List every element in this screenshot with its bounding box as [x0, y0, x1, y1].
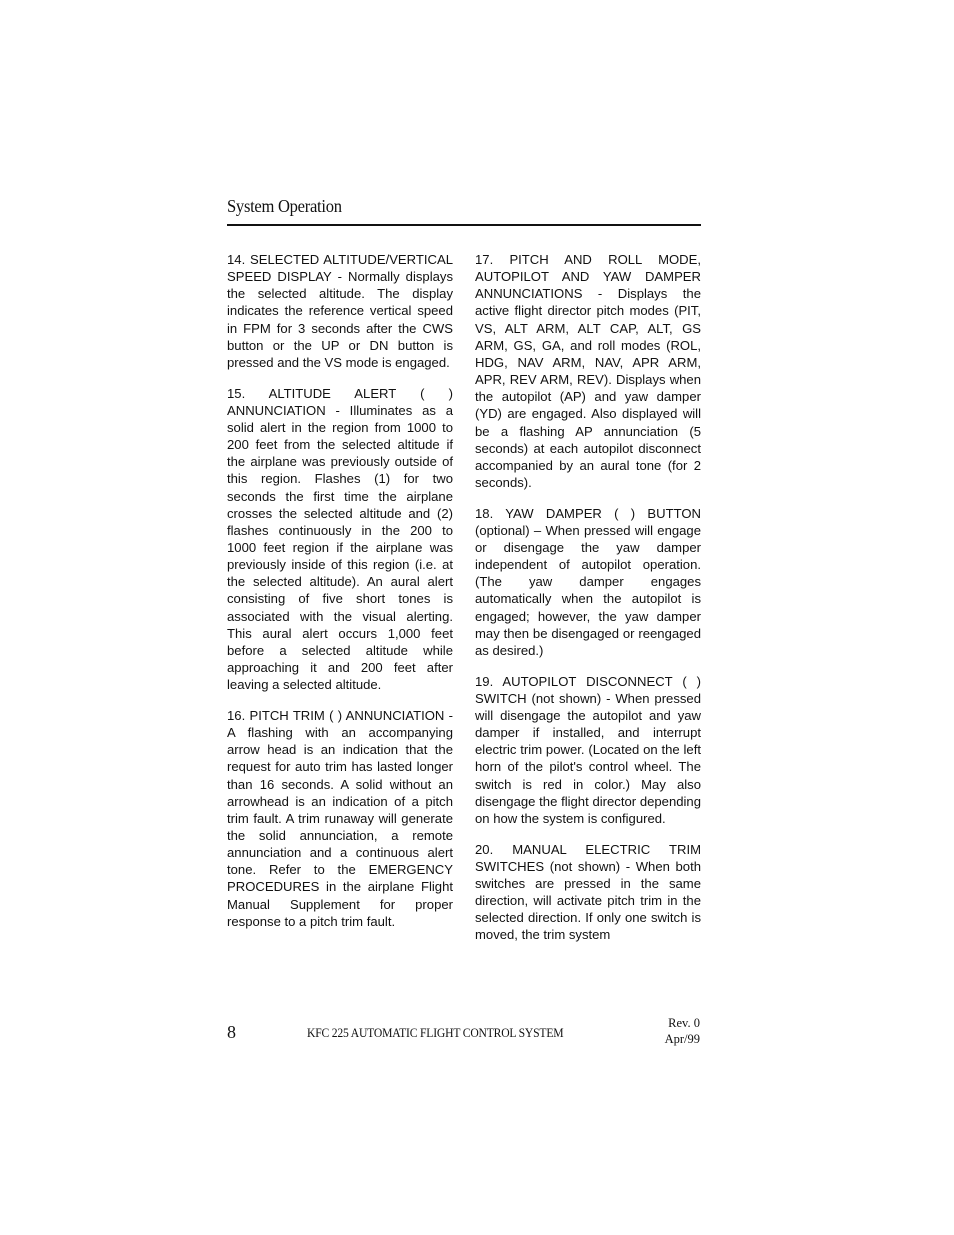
- right-column: [475, 251, 701, 957]
- header-divider: [227, 224, 701, 226]
- revision-label: Rev. 0: [668, 1016, 700, 1030]
- item-14-selected-altitude-display: 14. SELECTED ALTITUDE/VERTICAL SPEED DISPLAY - Normally displays the selected altitude. The display indicates the reference vertical speed in FPM for 3 seconds after the CWS button or the UP or DN button is pressed and the VS mode is engaged.: [227, 252, 453, 370]
- item-15-altitude-alert: 15. ALTITUDE ALERT ( ) ANNUNCIATION - Illuminates as a solid alert in the region from 1000 to 200 feet from the selected altitude if the airplane was previously outside of this region. Flashes (1) for two seconds the first time the airplane crosses the selected altitude and (2) flashes continuously in the 200 to 1000 feet region if the airplane was previously inside of this region (i.e. at the selected altitude). An aural alert consisting of five short tones is associated with the visual alerting. This aural alert occurs 1,000 feet before a selected altitude while approaching it and 200 feet after leaving a selected altitude.: [227, 385, 453, 693]
- page-number: 8: [227, 1022, 236, 1042]
- item-20-manual-electric-trim: 20. MANUAL ELECTRIC TRIM SWITCHES (not shown) - When both switches are pressed in the same direction, will activate pitch trim in the selected direction. If only one switch is moved, the trim system: [475, 841, 701, 943]
- document-title: KFC 225 AUTOMATIC FLIGHT CONTROL SYSTEM: [307, 1026, 564, 1040]
- item-19-autopilot-disconnect: 19. AUTOPILOT DISCONNECT ( ) SWITCH (not shown) - When pressed will disengage the autopilot and yaw damper if installed, and interrupt electric trim power. (Located on the left horn of the pilot's control wheel. The switch is red in color.) May also disengage the flight director depending on how the system is configured.: [475, 673, 701, 826]
- revision-info: [665, 1015, 700, 1047]
- left-column: [227, 251, 453, 943]
- item-18-yaw-damper-button: 18. YAW DAMPER ( ) BUTTON (optional) – When pressed will engage or disengage the yaw damper independent of autopilot operation. (The yaw damper engages automatically when the autopilot is engaged; however, the yaw damper may then be disengaged or reengaged as desired.): [475, 505, 701, 658]
- revision-date: Apr/99: [664, 1032, 700, 1046]
- item-16-pitch-trim: 16. PITCH TRIM ( ) ANNUNCIATION - A flashing with an accompanying arrow head is an indication that the request for auto trim has lasted longer than 16 seconds. A solid without an arrowhead is an indication of a pitch trim fault. A trim runaway will generate the solid annunciation, a remote annunciation and a continuous alert tone. Refer to the EMERGENCY PROCEDURES in the airplane Flight Manual Supplement for proper response to a pitch trim fault.: [227, 707, 453, 929]
- page-title: System Operation: [227, 196, 342, 216]
- item-17-mode-annunciations: 17. PITCH AND ROLL MODE, AUTOPILOT AND YAW DAMPER ANNUNCIATIONS - Displays the active flight director pitch modes (PIT, VS, ALT ARM, ALT CAP, ALT, GS ARM, GS, GA, and roll modes (ROL, HDG, NAV ARM, NAV, APR ARM, APR, REV ARM, REV). Displays when the autopilot (AP) and yaw damper (YD) are engaged. Also displayed will be a flashing AP annunciation (5 seconds) at each autopilot disconnect accompanied by an aural tone (for 2 seconds).: [475, 252, 701, 491]
